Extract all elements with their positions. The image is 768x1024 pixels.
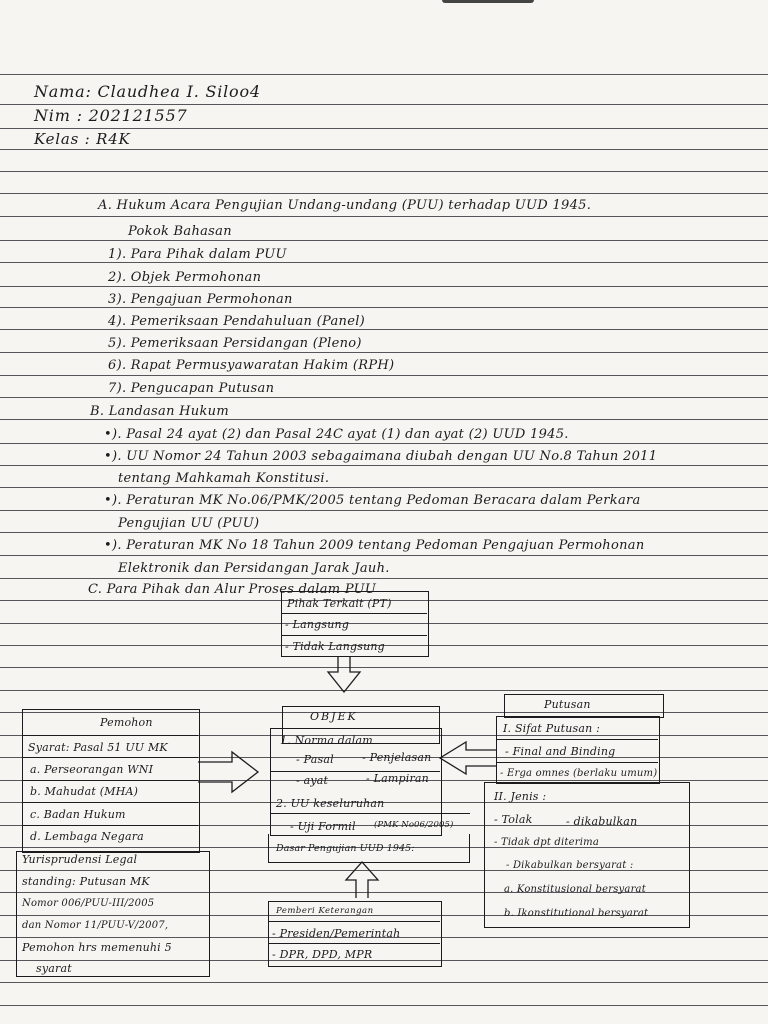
arrow-right-icon xyxy=(198,752,258,792)
nama-line: Nama: Claudhea I. Siloo4 xyxy=(34,82,261,101)
pemohon-row: Syarat: Pasal 51 UU MK xyxy=(28,741,168,754)
arrow-down-icon xyxy=(328,656,360,692)
objek-row: 1. Norma dalam xyxy=(280,734,373,747)
putusan-row: - Final and Binding xyxy=(505,745,616,758)
pihak-terkait-row: - Tidak Langsung xyxy=(285,640,385,653)
objek-title: OBJEK xyxy=(310,710,358,723)
objek-row: 2. UU keseluruhan xyxy=(276,797,385,810)
agenda-item: 7). Pengucapan Putusan xyxy=(108,381,275,396)
putusan-row: - dikabulkan xyxy=(566,815,638,828)
pemohon-row: d. Lembaga Negara xyxy=(30,830,144,843)
arrow-left-icon xyxy=(440,742,496,774)
putusan-title: Putusan xyxy=(544,698,591,711)
putusan-row: - Tidak dpt diterima xyxy=(494,837,599,848)
objek-row: - Uji Formil xyxy=(290,820,356,833)
pemohon-row: standing: Putusan MK xyxy=(22,875,150,888)
legal-basis-line: •). UU Nomor 24 Tahun 2003 sebagaimana diubah dengan UU No.8 Tahun 2011 xyxy=(104,449,658,464)
putusan-row: - Tolak xyxy=(494,813,533,826)
pemohon-row: syarat xyxy=(36,962,72,975)
legal-basis-line: Pengujian UU (PUU) xyxy=(118,516,260,531)
kelas-line: Kelas : R4K xyxy=(34,130,131,148)
legal-basis-line: •). Peraturan MK No.06/PMK/2005 tentang Pedoman Beracara dalam Perkara xyxy=(104,493,641,508)
pemohon-row: b. Mahudat (MHA) xyxy=(30,785,139,798)
legal-basis-line: Elektronik dan Persidangan Jarak Jauh. xyxy=(118,561,390,576)
objek-row: (PMK No06/2005) xyxy=(374,820,454,830)
putusan-row: b. Ikonstitutional bersyarat xyxy=(504,908,649,919)
pemohon-row: Pemohon hrs memenuhi 5 xyxy=(22,941,172,954)
agenda-item: 4). Pemeriksaan Pendahuluan (Panel) xyxy=(108,314,366,329)
pemohon-row: c. Badan Hukum xyxy=(30,808,126,821)
pemohon-row: dan Nomor 11/PUU-V/2007, xyxy=(22,920,169,931)
section-c-title: C. Para Pihak dan Alur Proses dalam PUU xyxy=(88,582,377,597)
pemberi-keterangan-row: - Presiden/Pemerintah xyxy=(272,927,401,940)
agenda-item: 2). Objek Permohonan xyxy=(108,270,262,285)
section-b-title: B. Landasan Hukum xyxy=(90,404,229,419)
objek-row: - Pasal xyxy=(296,753,334,766)
objek-row: Dasar Pengujian UUD 1945: xyxy=(276,843,415,854)
section-a-title: A. Hukum Acara Pengujian Undang-undang (PUU) terhadap UUD 1945. xyxy=(98,198,592,213)
putusan-row: a. Konstitusional bersyarat xyxy=(504,884,646,895)
putusan-row: - Dikabulkan bersyarat : xyxy=(506,860,634,871)
legal-basis-line: tentang Mahkamah Konstitusi. xyxy=(118,471,330,486)
putusan-row: I. Sifat Putusan : xyxy=(503,722,601,735)
pemberi-keterangan-row: - DPR, DPD, MPR xyxy=(272,948,373,961)
putusan-row: II. Jenis : xyxy=(494,790,547,803)
objek-row: - Lampiran xyxy=(366,772,429,785)
agenda-item: 1). Para Pihak dalam PUU xyxy=(108,247,287,262)
agenda-item: 3). Pengajuan Permohonan xyxy=(108,292,293,307)
pemohon-title: Pemohon xyxy=(100,716,153,729)
putusan-row: - Erga omnes (berlaku umum) xyxy=(500,768,658,779)
pihak-terkait-title: Pihak Terkait (PT) xyxy=(287,597,392,610)
legal-basis-line: •). Pasal 24 ayat (2) dan Pasal 24C ayat (1) dan ayat (2) UUD 1945. xyxy=(104,427,569,442)
agenda-item: 5). Pemeriksaan Persidangan (Pleno) xyxy=(108,336,362,351)
pemberi-keterangan-title: Pemberi Keterangan xyxy=(276,906,374,916)
objek-row: - ayat xyxy=(296,774,329,787)
nim-line: Nim : 202121557 xyxy=(34,106,188,125)
agenda-item: 6). Rapat Permusyawaratan Hakim (RPH) xyxy=(108,358,395,373)
legal-basis-line: •). Peraturan MK No 18 Tahun 2009 tentang Pedoman Pengajuan Permohonan xyxy=(104,538,645,553)
pihak-terkait-row: - Langsung xyxy=(285,618,350,631)
pemohon-row: a. Perseorangan WNI xyxy=(30,763,154,776)
objek-row: - Penjelasan xyxy=(362,751,432,764)
pemohon-row: Yurisprudensi Legal xyxy=(22,853,138,866)
section-a-subtitle: Pokok Bahasan xyxy=(128,224,232,239)
pemohon-row: Nomor 006/PUU-III/2005 xyxy=(22,898,155,909)
arrow-up-icon xyxy=(346,862,378,898)
